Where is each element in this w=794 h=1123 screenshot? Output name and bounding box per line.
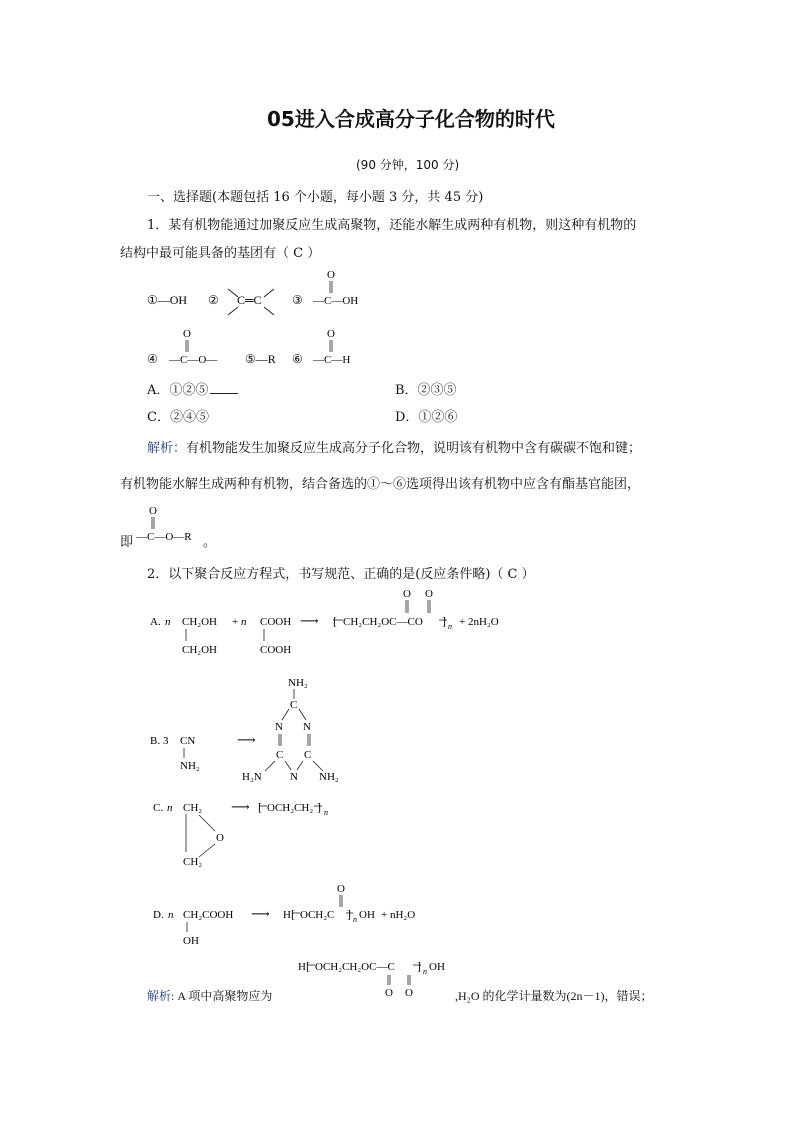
poly-product: OCH₂CH₂OC—C (315, 961, 395, 973)
poly-bracket-left: [ (306, 959, 310, 973)
b-ring-bond-1 (282, 709, 289, 720)
b-top-amine: NH₂ (288, 677, 308, 689)
ester-oxygen: O (149, 505, 157, 517)
c-degree-n: n (324, 808, 328, 817)
d-reactant-hydroxyl: OH (183, 935, 199, 947)
a-bracket-left: [ (333, 614, 337, 628)
c-label: C. (153, 802, 164, 814)
c-ring-top: CH₂ (183, 802, 203, 814)
d-arrow: ⟶ (251, 906, 270, 921)
a-byproduct: + 2nH₂O (459, 616, 499, 628)
q1-analysis-line1 (147, 437, 641, 456)
a-coef-2: n (241, 616, 247, 628)
q1-option-a[interactable] (147, 379, 238, 398)
group-4-ester: —C—O— (169, 354, 218, 366)
c-arrow: ⟶ (231, 799, 250, 814)
q1-analysis-label: 解析： (147, 441, 187, 456)
c-ring-upper-bond (199, 815, 215, 831)
page-title: 05进入合成高分子化合物的时代 (267, 107, 555, 131)
b-ring-c-left: C (276, 749, 284, 761)
group-4-oxygen: O (183, 328, 191, 340)
poly-oxygen-2: O (405, 987, 413, 999)
poly-h-end: H (298, 961, 306, 973)
q1-stem-line1: 1．某有机物能通过加聚反应生成高聚物，还能水解生成两种有机物，则这种有机物的 (147, 218, 637, 233)
poly-bracket-right: ] (417, 959, 421, 973)
group-3-label: ③ (292, 293, 303, 307)
b-bond-right-amine (313, 761, 323, 771)
a-bracket-right: ] (442, 614, 446, 628)
a-reactant-2-bottom: COOH (260, 644, 292, 656)
b-ring-n-bottom: N (290, 771, 298, 783)
group-1-hydroxyl: ①—OH (147, 293, 188, 307)
b-ring-bond-2 (299, 709, 306, 720)
q2-analysis-text1: A 项中高聚物应为 (177, 989, 273, 1003)
poly-oh-end: OH (429, 961, 445, 973)
a-reactant-2-top: COOH (260, 616, 292, 628)
section-header: 一、选择题(本题包括 16 个小题，每小题 3 分，共 45 分) (147, 190, 484, 205)
a-product-oxygen-2: O (425, 588, 433, 600)
q1-stem-line2: 结构中最可能具备的基团有（ C ） (120, 246, 321, 261)
b-right-amine: NH₂ (319, 771, 339, 783)
c-product: OCH₂CH₂ (267, 802, 314, 814)
subtitle: (90 分钟，100 分) (356, 158, 460, 172)
cc-bond-lower-right (264, 307, 274, 315)
q2-option-a-figure[interactable] (145, 585, 545, 663)
d-h-end: H (283, 909, 291, 921)
group-6-aldehyde: —C—H (313, 354, 351, 366)
a-arrow: ⟶ (300, 613, 319, 628)
q1-option-a-text: A．①②⑤ (147, 383, 209, 398)
q2-stem: 2．以下聚合反应方程式，书写规范、正确的是(反应条件略)（ C ） (147, 567, 535, 582)
d-byproduct: + nH₂O (381, 909, 416, 921)
q2-option-b-figure[interactable] (145, 670, 405, 790)
a-plus: + (232, 616, 239, 628)
d-bracket-left: [ (291, 907, 295, 921)
group-3-carboxyl: —C—OH (313, 295, 359, 307)
group-5-alkyl: ⑤—R (245, 352, 276, 366)
c-bracket-right: ] (317, 800, 321, 814)
q2-analysis-start (147, 987, 272, 1004)
b-label: B. (150, 735, 161, 747)
b-reactant-bottom: NH₂ (180, 760, 200, 772)
d-oh-end: OH (359, 909, 375, 921)
q1-option-c[interactable]: C．②④⑤ (147, 410, 209, 425)
a-coef-1: n (165, 616, 171, 628)
b-ring-c-top: C (290, 699, 298, 711)
c-ring-bottom: CH₂ (183, 856, 203, 868)
q2-analysis-label: 解析: (147, 989, 175, 1003)
d-product-oxygen: O (337, 883, 345, 895)
b-arrow: ⟶ (237, 732, 256, 747)
q2-option-c-figure[interactable] (145, 795, 385, 875)
b-left-amine: H₂N (242, 771, 262, 783)
group-6-oxygen: O (327, 328, 335, 340)
a-product: CH₂CH₂OC—CO (343, 616, 423, 628)
b-bond-left-amine (265, 761, 275, 771)
group-4-label: ④ (147, 352, 158, 366)
q1-groups-figure (140, 265, 400, 375)
b-ring-bond-6 (297, 761, 303, 770)
b-ring-bond-5 (285, 761, 291, 770)
b-ring-n-left: N (275, 721, 283, 733)
poly-oxygen-1: O (385, 987, 393, 999)
q1-analysis-line2: 有机物能水解生成两种有机物，结合备选的①～⑥选项得出该有机物中应含有酯基官能团， (120, 477, 641, 492)
cc-bond-lower-left (228, 307, 238, 315)
ester-formula: —C—O—R (136, 531, 192, 543)
d-product: OCH₂C (300, 909, 335, 921)
c-bracket-left: [ (258, 800, 262, 814)
q1-analysis-prefix: 即 (120, 535, 134, 550)
c-coef: n (167, 802, 173, 814)
d-label: D. (153, 909, 164, 921)
a-degree-n: n (448, 622, 452, 631)
b-reactant-top: CN (180, 735, 196, 747)
a-reactant-1-bottom: CH₂OH (182, 644, 218, 656)
d-degree-n: n (353, 915, 357, 924)
d-reactant: CH₂COOH (183, 909, 234, 921)
group-2-double-bond: C═C (237, 293, 262, 307)
d-bracket-right: ] (347, 907, 351, 921)
group-6-label: ⑥ (292, 352, 303, 366)
correct-polymer-figure (295, 954, 455, 1000)
group-3-oxygen: O (327, 269, 335, 281)
a-reactant-1-top: CH₂OH (182, 616, 218, 628)
group-2-label: ② (208, 293, 219, 307)
q1-option-d[interactable]: D．①②⑥ (395, 410, 458, 425)
b-coef: 3 (163, 735, 169, 747)
q2-option-d-figure[interactable] (145, 880, 445, 950)
c-ring-oxygen: O (216, 832, 224, 844)
a-product-oxygen-1: O (403, 588, 411, 600)
q1-analysis-text1: 有机物能发生加聚反应生成高分子化合物，说明该有机物中含有碳碳不饱和键； (186, 441, 642, 456)
b-ring-n-right: N (303, 721, 311, 733)
cc-bond-upper-right (264, 289, 274, 297)
d-coef: n (168, 909, 174, 921)
q1-analysis-end: 。 (203, 535, 217, 550)
q2-analysis-text2: ,H₂O 的化学计量数为(2n－1)，错误； (455, 989, 653, 1003)
a-label: A. (150, 616, 161, 628)
q1-option-b[interactable]: B．②③⑤ (395, 383, 457, 398)
answer-underline (210, 393, 238, 394)
b-ring-c-right: C (304, 749, 312, 761)
ester-formula-figure (134, 502, 217, 550)
poly-degree-n: n (423, 967, 427, 976)
